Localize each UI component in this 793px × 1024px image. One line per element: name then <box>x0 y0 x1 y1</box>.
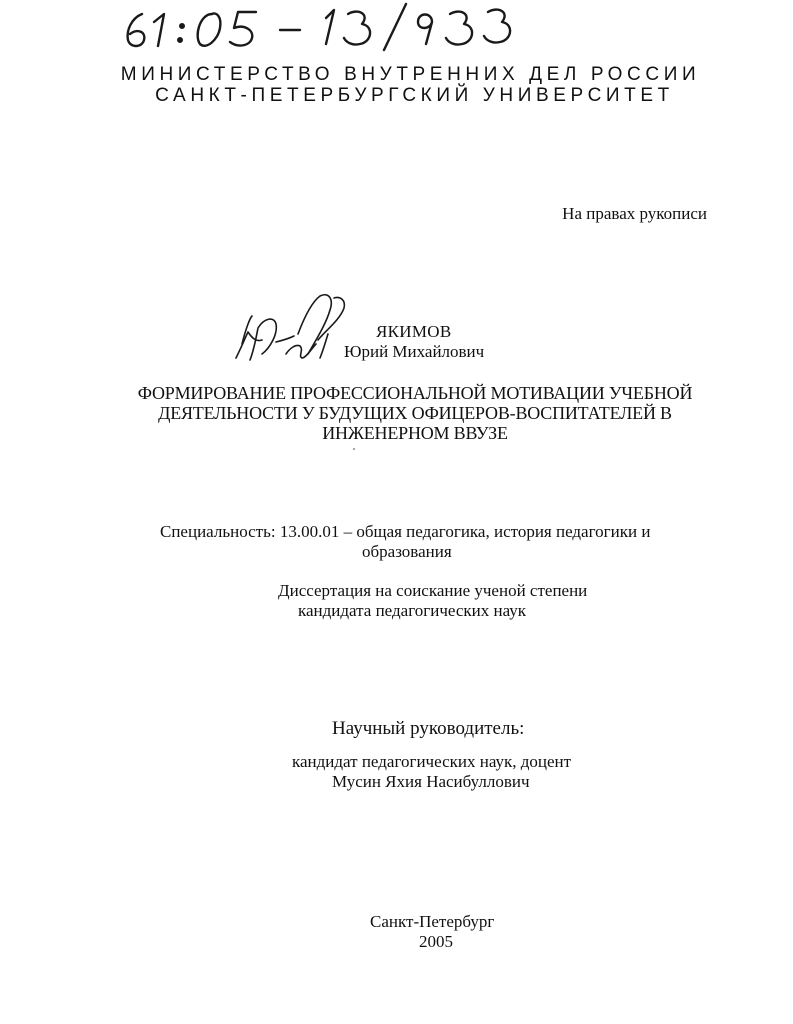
title-line: ИНЖЕНЕРНОМ ВВУЗЕ <box>322 423 508 443</box>
advisor-name: Мусин Яхия Насибуллович <box>332 772 530 791</box>
university-heading: САНКТ-ПЕТЕРБУРГСКИЙ УНИВЕРСИТЕТ <box>155 85 674 106</box>
specialty-line: Специальность: 13.00.01 – общая педагогика, история педагогики и <box>160 522 651 541</box>
handwritten-catalog-number <box>120 0 520 52</box>
city: Санкт-Петербург <box>370 912 495 931</box>
ministry-heading: МИНИСТЕРСТВО ВНУТРЕННИХ ДЕЛ РОССИИ <box>120 64 701 85</box>
specialty-line-continued: образования <box>362 542 452 561</box>
scan-speck <box>353 448 355 450</box>
author-given-names: Юрий Михайлович <box>344 342 485 361</box>
year: 2005 <box>419 932 453 951</box>
author-surname: ЯКИМОВ <box>376 322 452 341</box>
rights-note: На правах рукописи <box>562 204 707 223</box>
dissertation-degree-line-continued: кандидата педагогических наук <box>298 601 527 620</box>
author-signature <box>228 288 358 372</box>
title-line: ДЕЯТЕЛЬНОСТИ У БУДУЩИХ ОФИЦЕРОВ-ВОСПИТАТЕЛЕЙ В <box>158 403 672 423</box>
title-line: ФОРМИРОВАНИЕ ПРОФЕССИОНАЛЬНОЙ МОТИВАЦИИ УЧЕБНОЙ <box>137 383 693 403</box>
advisor-rank: кандидат педагогических наук, доцент <box>292 752 572 771</box>
advisor-heading: Научный руководитель: <box>332 718 525 739</box>
dissertation-degree-line: Диссертация на соискание ученой степени <box>278 581 588 600</box>
dissertation-title <box>80 383 750 443</box>
